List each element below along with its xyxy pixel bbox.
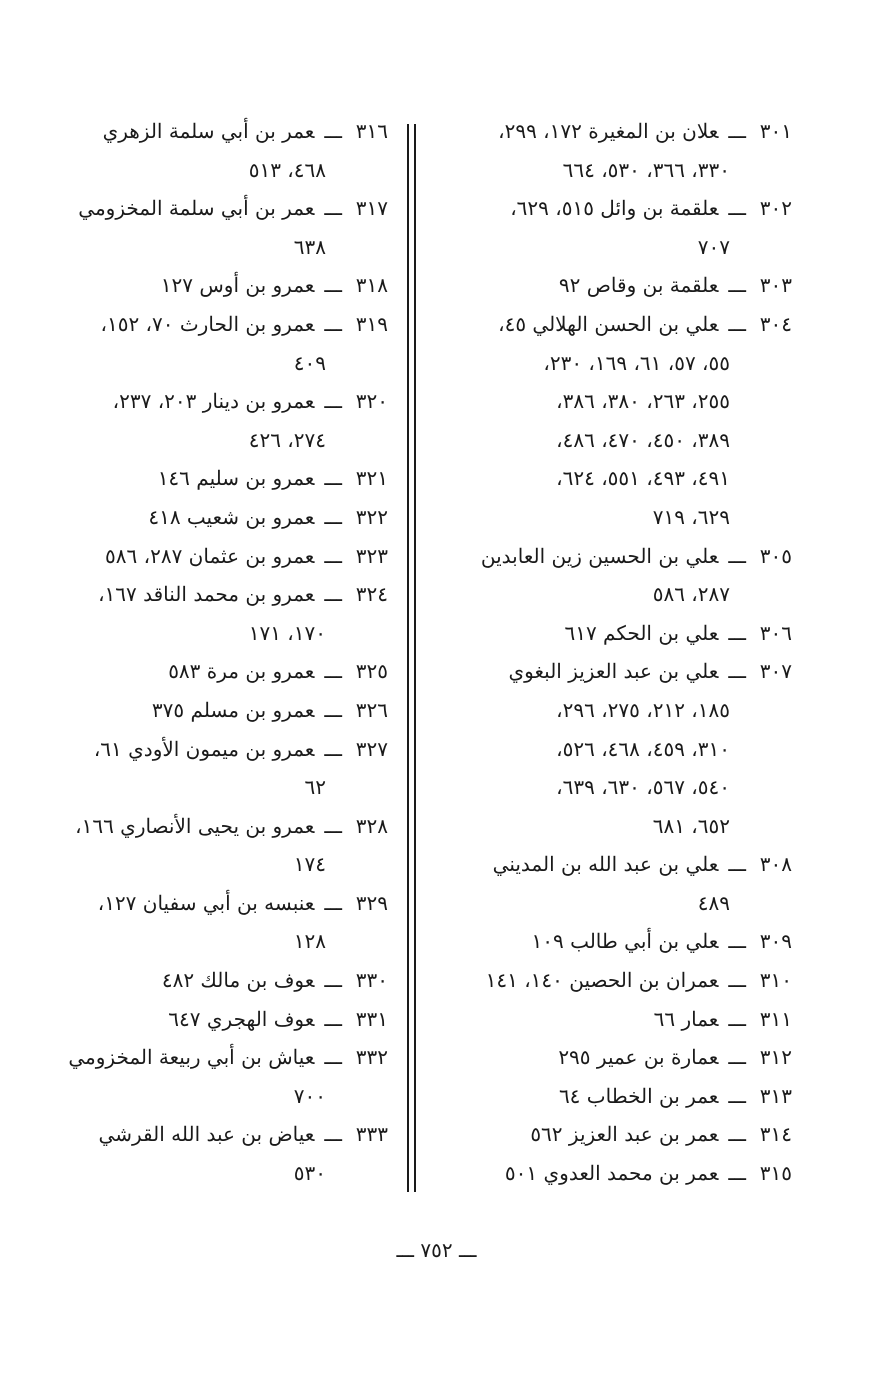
entry-dash: ـــ: [324, 311, 342, 336]
index-entry: [20, 652, 388, 691]
entry-line: [20, 884, 388, 923]
entry-number: ٣١٣: [759, 1083, 792, 1108]
entry-line: [440, 189, 792, 228]
entry-dash: ـــ: [324, 1045, 342, 1070]
entry-continuation-line: [20, 845, 388, 884]
entry-number: ٣٣٠: [355, 968, 388, 993]
entry-dash: ـــ: [728, 1122, 746, 1147]
index-entry: [20, 691, 388, 730]
entry-text: علي بن الحسن الهلالي ٤٥،: [498, 311, 719, 336]
entry-line: [440, 1115, 792, 1154]
entry-dash: ـــ: [324, 543, 342, 568]
entry-text: عمرو بن سليم ١٤٦: [157, 466, 315, 491]
entry-continuation-line: [440, 382, 792, 421]
index-entry: [440, 1154, 792, 1193]
entry-continuation-line: [20, 344, 388, 383]
entry-text: ٢٨٧، ٥٨٦: [652, 582, 730, 607]
index-entry: [440, 189, 792, 266]
index-entry: [20, 730, 388, 807]
index-entry: [440, 305, 792, 537]
index-entry: [20, 807, 388, 884]
entry-dash: ـــ: [324, 119, 342, 143]
entry-dash: ـــ: [324, 697, 342, 722]
entry-dash: ـــ: [324, 389, 342, 414]
entry-number: ٣١٤: [759, 1122, 792, 1147]
entry-line: [440, 961, 792, 1000]
entry-dash: ـــ: [324, 890, 342, 915]
entry-text: ٤٩١، ٤٩٣، ٥٥١، ٦٢٤،: [556, 466, 730, 491]
entry-continuation-line: [440, 807, 792, 846]
index-entry: [20, 382, 388, 459]
entry-dash: ـــ: [728, 119, 746, 143]
page-number: ـــ ٧٥٢ ـــ: [396, 1238, 477, 1262]
entry-text: علي بن عبد الله بن المديني: [492, 852, 719, 877]
entry-dash: ـــ: [728, 1045, 746, 1070]
entry-continuation-line: [20, 421, 388, 460]
entry-line: [440, 1000, 792, 1039]
index-entry: [20, 575, 388, 652]
entry-number: ٣١٢: [759, 1045, 792, 1070]
entry-dash: ـــ: [728, 852, 746, 877]
entry-number: ٣٠٩: [759, 929, 792, 954]
entry-number: ٣٠٢: [759, 196, 792, 221]
entry-number: ٣٢٩: [355, 890, 388, 915]
entry-text: عياض بن عبد الله القرشي: [98, 1122, 315, 1147]
entry-text: عمرو بن دينار ٢٠٣، ٢٣٧،: [112, 389, 315, 414]
entry-number: ٣٠٤: [759, 311, 792, 336]
entry-dash: ـــ: [728, 968, 746, 993]
index-entry: [20, 498, 388, 537]
entry-text: عمرو بن محمد الناقد ١٦٧،: [98, 582, 315, 607]
entry-dash: ـــ: [728, 659, 746, 684]
entry-text: ٣١٠، ٤٥٩، ٤٦٨، ٥٢٦،: [556, 736, 730, 761]
entry-text: عنبسه بن أبي سفيان ١٢٧،: [97, 890, 315, 915]
left-column: [20, 112, 388, 1193]
entry-number: ٣٢٦: [355, 697, 388, 722]
column-divider-line: [407, 124, 409, 1192]
entry-number: ٣١٧: [355, 196, 388, 221]
entry-text: ٧٠٧: [697, 234, 730, 259]
entry-continuation-line: [440, 498, 792, 537]
entry-text: عياش بن أبي ربيعة المخزومي: [68, 1045, 315, 1070]
entry-number: ٣٠٥: [759, 543, 792, 568]
index-entry: [440, 1038, 792, 1077]
entry-dash: ـــ: [728, 273, 746, 298]
entry-number: ٣١٥: [759, 1161, 792, 1186]
entry-text: علي بن الحكم ٦١٧: [564, 620, 719, 645]
entry-text: عمرو بن ميمون الأودي ٦١،: [93, 736, 315, 761]
index-entry: [440, 652, 792, 845]
entry-text: ٥٣٠: [293, 1161, 326, 1186]
entry-continuation-line: [440, 730, 792, 769]
entry-dash: ـــ: [324, 813, 342, 838]
entry-continuation-line: [440, 421, 792, 460]
entry-text: ١٨٥، ٢١٢، ٢٧٥، ٢٩٦،: [556, 697, 730, 722]
entry-text: ٣٣٠، ٣٦٦، ٥٣٠، ٦٦٤: [562, 157, 730, 182]
entry-dash: ـــ: [324, 196, 342, 221]
entry-line: [440, 1077, 792, 1116]
entry-text: ٢٧٤، ٤٢٦: [248, 427, 326, 452]
entry-line: [440, 652, 792, 691]
entry-dash: ـــ: [728, 1161, 746, 1186]
entry-text: علي بن أبي طالب ١٠٩: [531, 929, 719, 954]
entry-number: ٣٢٨: [355, 813, 388, 838]
entry-line: [440, 1038, 792, 1077]
entry-number: ٣١٠: [759, 968, 792, 993]
index-entry: [20, 1038, 388, 1115]
entry-text: علقمة بن وقاص ٩٢: [558, 273, 719, 298]
entry-text: ٥٥، ٥٧، ٦١، ١٦٩، ٢٣٠،: [543, 350, 730, 375]
index-entry: [20, 266, 388, 305]
entry-text: علان بن المغيرة ١٧٢، ٢٩٩،: [498, 119, 719, 143]
entry-line: [440, 614, 792, 653]
index-entry: [20, 961, 388, 1000]
entry-number: ٣٣٣: [355, 1122, 388, 1147]
entry-line: [440, 305, 792, 344]
entry-text: عمار ٦٦: [653, 1006, 719, 1031]
entry-dash: ـــ: [728, 196, 746, 221]
entry-dash: ـــ: [324, 659, 342, 684]
entry-text: عمرو بن شعيب ٤١٨: [148, 504, 315, 529]
entry-line: [20, 730, 388, 769]
entry-line: [440, 1154, 792, 1193]
entry-continuation-line: [20, 614, 388, 653]
entry-text: ٦٣٨: [293, 234, 326, 259]
entry-line: [20, 305, 388, 344]
entry-text: ٦٢٩، ٧١٩: [652, 504, 730, 529]
entry-continuation-line: [440, 459, 792, 498]
entry-continuation-line: [440, 691, 792, 730]
column-divider-line: [414, 124, 416, 1192]
entry-line: [20, 652, 388, 691]
entry-text: عمرو بن الحارث ٧٠، ١٥٢،: [100, 311, 315, 336]
index-entry: [440, 1077, 792, 1116]
entry-line: [20, 537, 388, 576]
entry-dash: ـــ: [324, 466, 342, 491]
entry-number: ٣١٩: [355, 311, 388, 336]
entry-continuation-line: [20, 922, 388, 961]
entry-text: عمرو بن عثمان ٢٨٧، ٥٨٦: [105, 543, 315, 568]
index-entry: [440, 1000, 792, 1039]
entry-line: [20, 575, 388, 614]
entry-line: [20, 459, 388, 498]
entry-line: [20, 691, 388, 730]
entry-text: عمرو بن يحيى الأنصاري ١٦٦،: [75, 813, 315, 838]
entry-text: عمر بن الخطاب ٦٤: [558, 1083, 719, 1108]
entry-number: ٣١١: [759, 1006, 792, 1031]
entry-number: ٣١٨: [355, 273, 388, 298]
entry-line: [20, 189, 388, 228]
index-entry: [20, 305, 388, 382]
entry-text: عمر بن أبي سلمة الزهري: [102, 119, 315, 143]
entry-number: ٣٢٧: [355, 736, 388, 761]
entry-dash: ـــ: [324, 1122, 342, 1147]
entry-line: [440, 922, 792, 961]
entry-line: [20, 1038, 388, 1077]
entry-continuation-line: [20, 1154, 388, 1193]
entry-dash: ـــ: [728, 929, 746, 954]
entry-line: [440, 845, 792, 884]
entry-text: ٦٢: [304, 775, 326, 800]
entry-number: ٣٠٧: [759, 659, 792, 684]
index-entry: [440, 266, 792, 305]
entry-text: ٧٠٠: [293, 1083, 326, 1108]
entry-text: ٢٥٥، ٢٦٣، ٣٨٠، ٣٨٦،: [556, 389, 730, 414]
entry-dash: ـــ: [728, 620, 746, 645]
index-entry: [20, 537, 388, 576]
entry-number: ٣٢٥: [355, 659, 388, 684]
entry-continuation-line: [20, 768, 388, 807]
entry-text: عمران بن الحصين ١٤٠، ١٤١: [485, 968, 719, 993]
entry-text: عمرو بن أوس ١٢٧: [160, 273, 315, 298]
entry-text: علي بن عبد العزيز البغوي: [508, 659, 719, 684]
entry-text: ٤٨٩: [697, 890, 730, 915]
entry-text: عمارة بن عمير ٢٩٥: [558, 1045, 719, 1070]
entry-line: [440, 112, 792, 151]
index-entry: [440, 614, 792, 653]
index-entry: [440, 1115, 792, 1154]
entry-text: علي بن الحسين زين العابدين: [480, 543, 719, 568]
entry-line: [20, 1000, 388, 1039]
index-entry: [440, 537, 792, 614]
entry-continuation-line: [440, 768, 792, 807]
entry-number: ٣٢٢: [355, 504, 388, 529]
entry-text: عوف بن مالك ٤٨٢: [161, 968, 315, 993]
entry-continuation-line: [440, 151, 792, 190]
entry-line: [20, 961, 388, 1000]
entry-dash: ـــ: [324, 582, 342, 607]
index-entry: [20, 1000, 388, 1039]
entry-dash: ـــ: [728, 1006, 746, 1031]
entry-number: ٣٢٣: [355, 543, 388, 568]
entry-number: ٣٠٣: [759, 273, 792, 298]
entry-line: [20, 112, 388, 151]
entry-line: [20, 266, 388, 305]
entry-text: ٥٤٠، ٥٦٧، ٦٣٠، ٦٣٩،: [556, 775, 730, 800]
index-entry: [20, 884, 388, 961]
entry-continuation-line: [440, 884, 792, 923]
entry-dash: ـــ: [324, 273, 342, 298]
entry-text: ٣٨٩، ٤٥٠، ٤٧٠، ٤٨٦،: [556, 427, 730, 452]
entry-line: [440, 537, 792, 576]
entry-dash: ـــ: [728, 1083, 746, 1108]
entry-continuation-line: [440, 228, 792, 267]
entry-text: عوف الهجري ٦٤٧: [168, 1006, 315, 1031]
index-entry: [20, 112, 388, 189]
entry-text: عمر بن عبد العزيز ٥٦٢: [530, 1122, 719, 1147]
entry-dash: ـــ: [728, 311, 746, 336]
index-entry: [440, 112, 792, 189]
index-entry: [20, 1115, 388, 1192]
entry-number: ٣٠٦: [759, 620, 792, 645]
index-entry: [20, 189, 388, 266]
entry-number: ٣٢١: [355, 466, 388, 491]
entry-number: ٣٣٢: [355, 1045, 388, 1070]
entry-continuation-line: [440, 344, 792, 383]
entry-text: عمرو بن مسلم ٣٧٥: [151, 697, 315, 722]
entry-text: علقمة بن وائل ٥١٥، ٦٢٩،: [510, 196, 719, 221]
entry-continuation-line: [20, 151, 388, 190]
entry-text: ٦٥٢، ٦٨١: [652, 813, 730, 838]
entry-line: [20, 807, 388, 846]
entry-continuation-line: [20, 1077, 388, 1116]
entry-text: عمر بن محمد العدوي ٥٠١: [504, 1161, 719, 1186]
entry-number: ٣٠١: [759, 119, 792, 143]
entry-dash: ـــ: [324, 736, 342, 761]
entry-dash: ـــ: [324, 504, 342, 529]
entry-line: [20, 1115, 388, 1154]
entry-line: [20, 382, 388, 421]
entry-text: ٤٠٩: [293, 350, 326, 375]
entry-text: ١٧٤: [293, 852, 326, 877]
entry-number: ٣٣١: [355, 1006, 388, 1031]
entry-number: ٣٢٤: [355, 582, 388, 607]
entry-dash: ـــ: [324, 968, 342, 993]
entry-continuation-line: [440, 575, 792, 614]
entry-dash: ـــ: [728, 543, 746, 568]
entry-number: ٣٠٨: [759, 852, 792, 877]
entry-text: ١٧٠، ١٧١: [248, 620, 326, 645]
index-entry: [440, 961, 792, 1000]
entry-text: ٤٦٨، ٥١٣: [248, 157, 326, 182]
index-entry: [440, 922, 792, 961]
entry-number: ٣١٦: [355, 119, 388, 143]
entry-text: عمر بن أبي سلمة المخزومي: [78, 196, 315, 221]
entry-number: ٣٢٠: [355, 389, 388, 414]
entry-text: عمرو بن مرة ٥٨٣: [168, 659, 315, 684]
index-entry: [440, 845, 792, 922]
entry-continuation-line: [20, 228, 388, 267]
right-column: [440, 112, 792, 1193]
entry-text: ١٢٨: [293, 929, 326, 954]
entry-line: [440, 266, 792, 305]
index-entry: [20, 459, 388, 498]
entry-dash: ـــ: [324, 1006, 342, 1031]
entry-line: [20, 498, 388, 537]
